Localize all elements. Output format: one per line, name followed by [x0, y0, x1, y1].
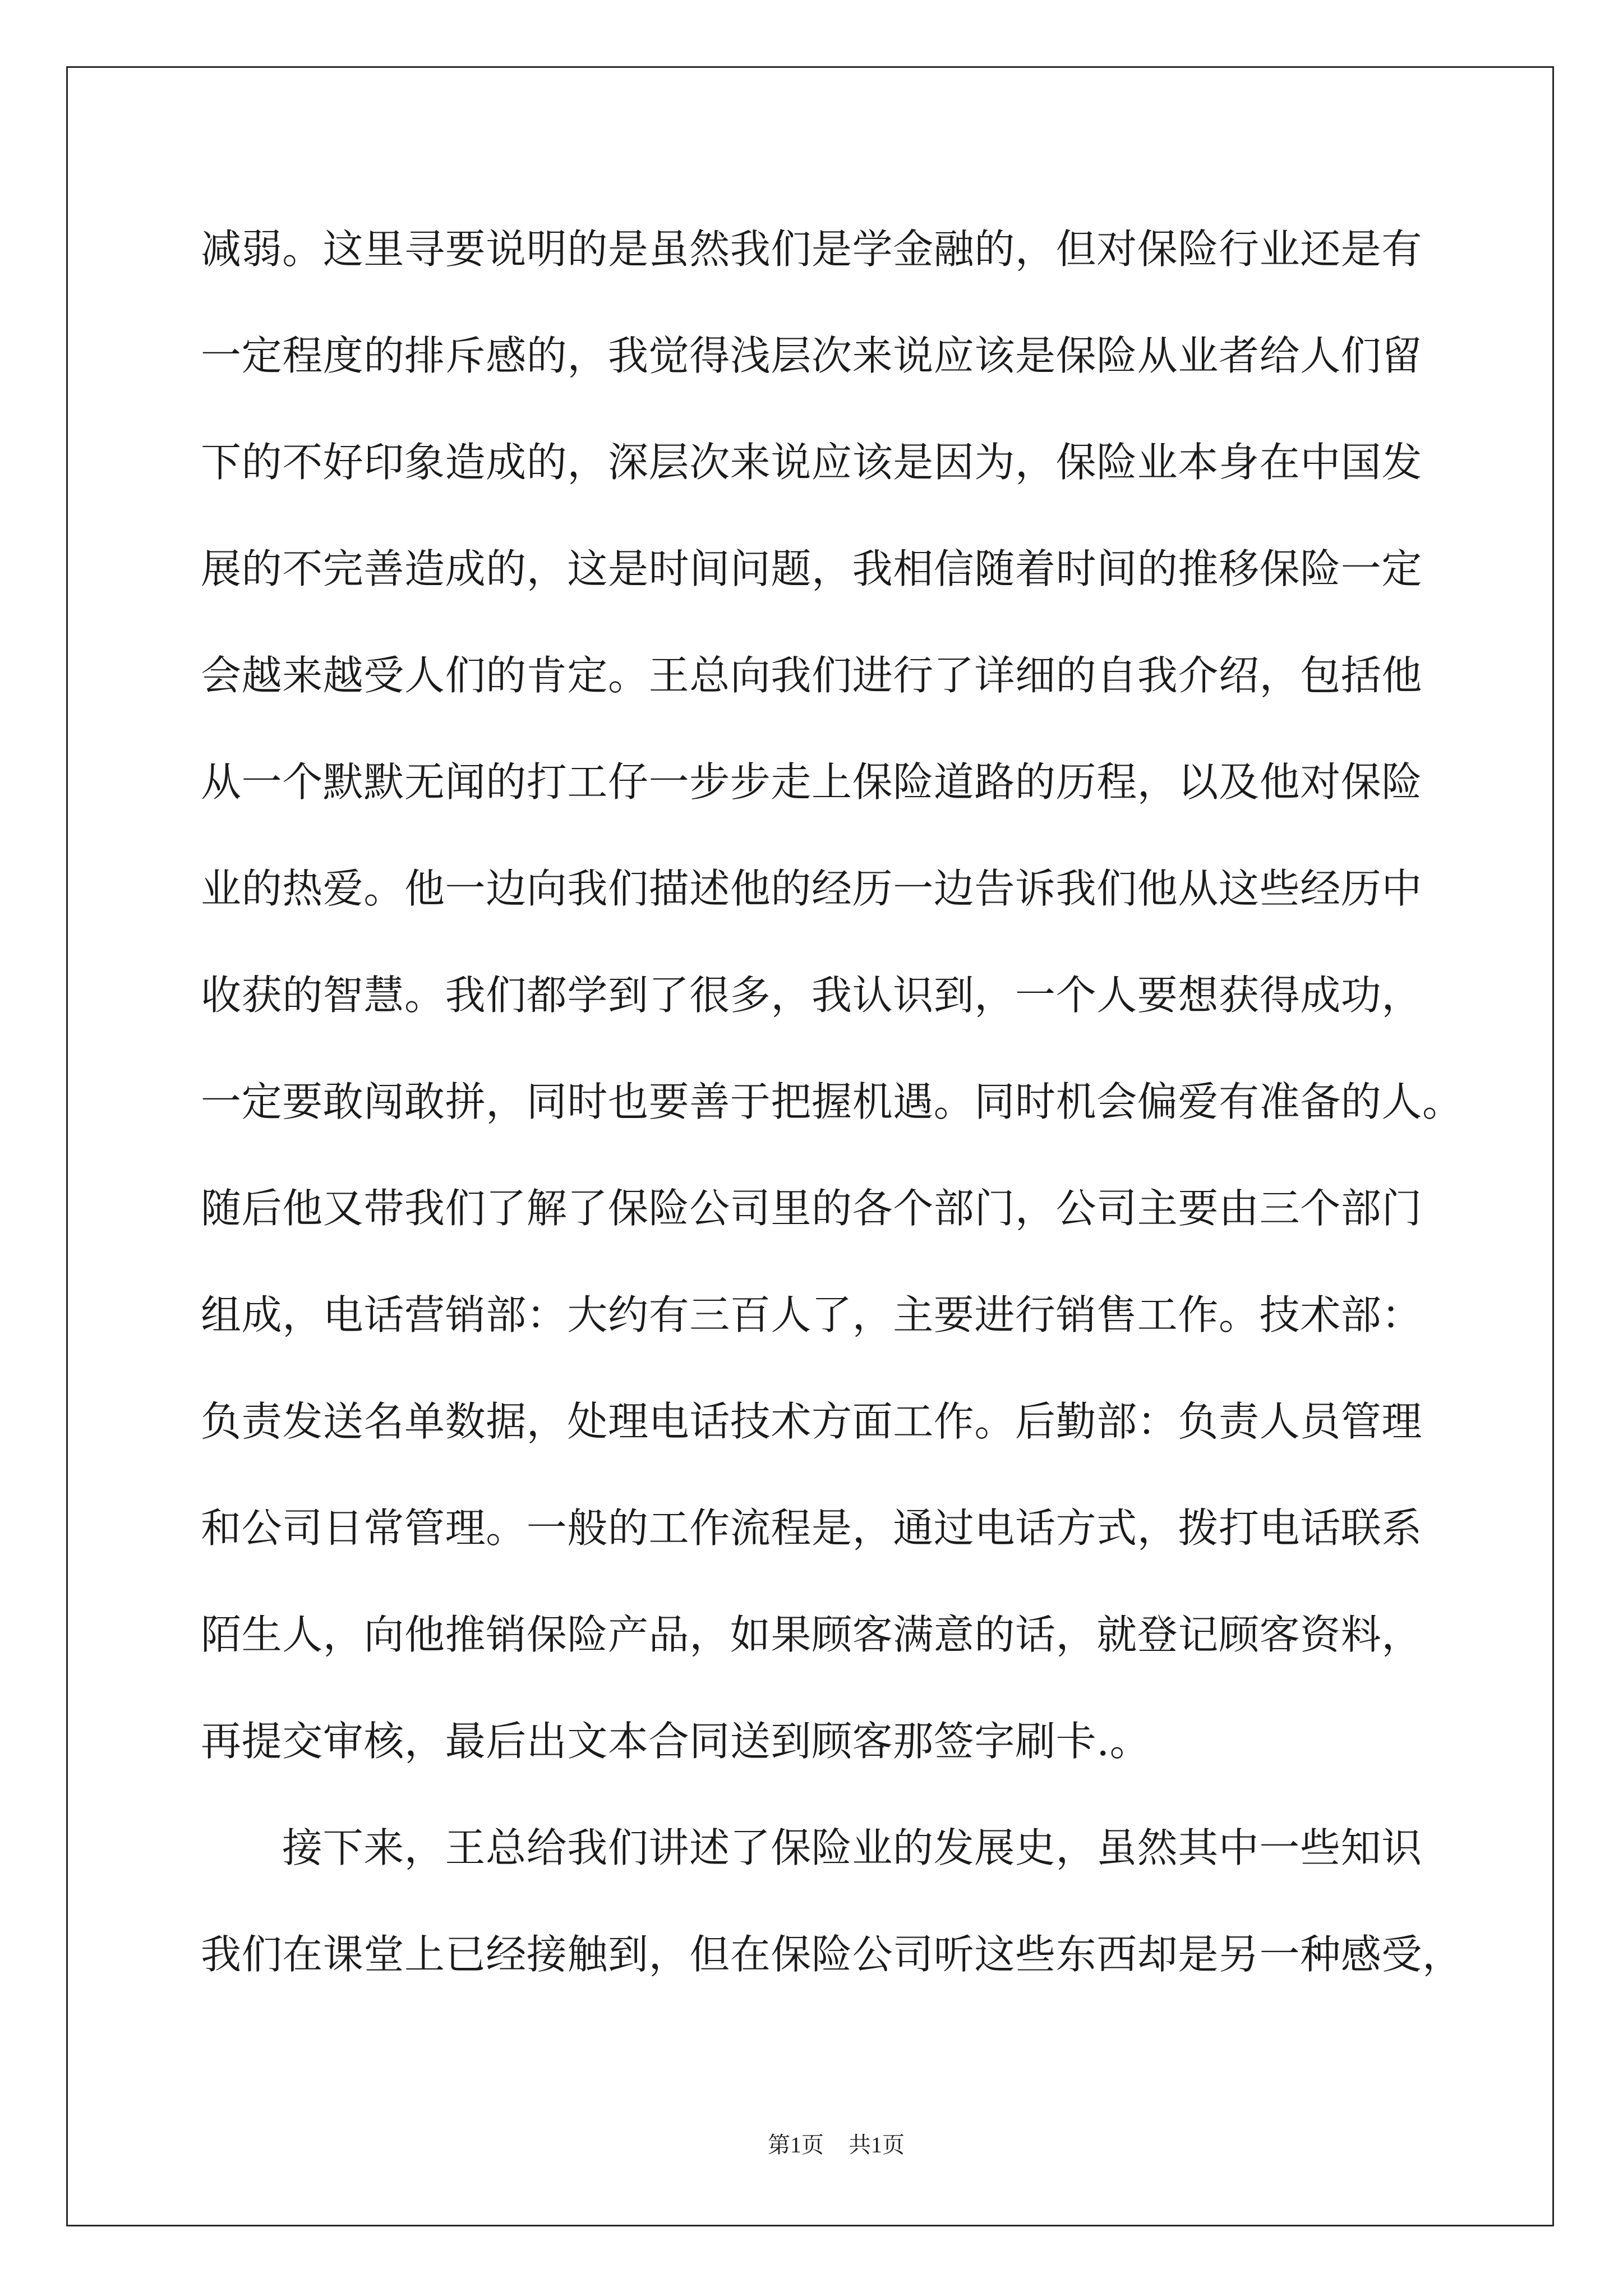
document-body — [201, 196, 1541, 2008]
text-line: 一定程度的排斥感的，我觉得浅层次来说应该是保险从业者给人们留 — [201, 332, 1423, 379]
text-line: 从一个默默无闻的打工仔一步步走上保险道路的历程，以及他对保险 — [201, 758, 1423, 806]
text-line: 收获的智慧。我们都学到了很多，我认识到，一个人要想获得成功， — [201, 972, 1423, 1019]
text-line: 陌生人，向他推销保险产品，如果顾客满意的话，就登记顾客资料， — [201, 1611, 1423, 1658]
text-line: 再提交审核，最后出文本合同送到顾客那签字刷卡.。 — [201, 1718, 1151, 1765]
text-line: 一定要敢闯敢拼，同时也要善于把握机遇。同时机会偏爱有准备的人。 — [201, 1078, 1463, 1125]
text-line: 我们在课堂上已经接触到，但在保险公司听这些东西却是另一种感受， — [201, 1931, 1463, 1978]
text-line: 和公司日常管理。一般的工作流程是，通过电话方式，拨打电话联系 — [201, 1504, 1423, 1552]
page-number: 第1页 — [768, 2132, 824, 2157]
text-line: 会越来越受人们的肯定。王总向我们进行了详细的自我介绍，包括他 — [201, 652, 1423, 699]
text-line: 下的不好印象造成的，深层次来说应该是因为，保险业本身在中国发 — [201, 439, 1423, 486]
text-line: 展的不完善造成的，这是时间问题，我相信随着时间的推移保险一定 — [201, 545, 1423, 592]
page-total: 共1页 — [849, 2132, 905, 2157]
text-line: 接下来，王总给我们讲述了保险业的发展史，虽然其中一些知识 — [282, 1824, 1422, 1871]
text-line: 业的热爱。他一边向我们描述他的经历一边告诉我们他从这些经历中 — [201, 865, 1423, 912]
paragraph — [201, 1795, 1541, 2008]
text-line: 负责发送名单数据，处理电话技术方面工作。后勤部：负责人员管理 — [201, 1398, 1423, 1445]
text-line: 减弱。这里寻要说明的是虽然我们是学金融的，但对保险行业还是有 — [201, 226, 1423, 273]
page-footer — [768, 2129, 905, 2161]
text-line: 组成，电话营销部：大约有三百人了，主要进行销售工作。技术部： — [201, 1291, 1423, 1338]
text-line: 随后他又带我们了解了保险公司里的各个部门，公司主要由三个部门 — [201, 1185, 1423, 1232]
paragraph — [201, 196, 1541, 1795]
